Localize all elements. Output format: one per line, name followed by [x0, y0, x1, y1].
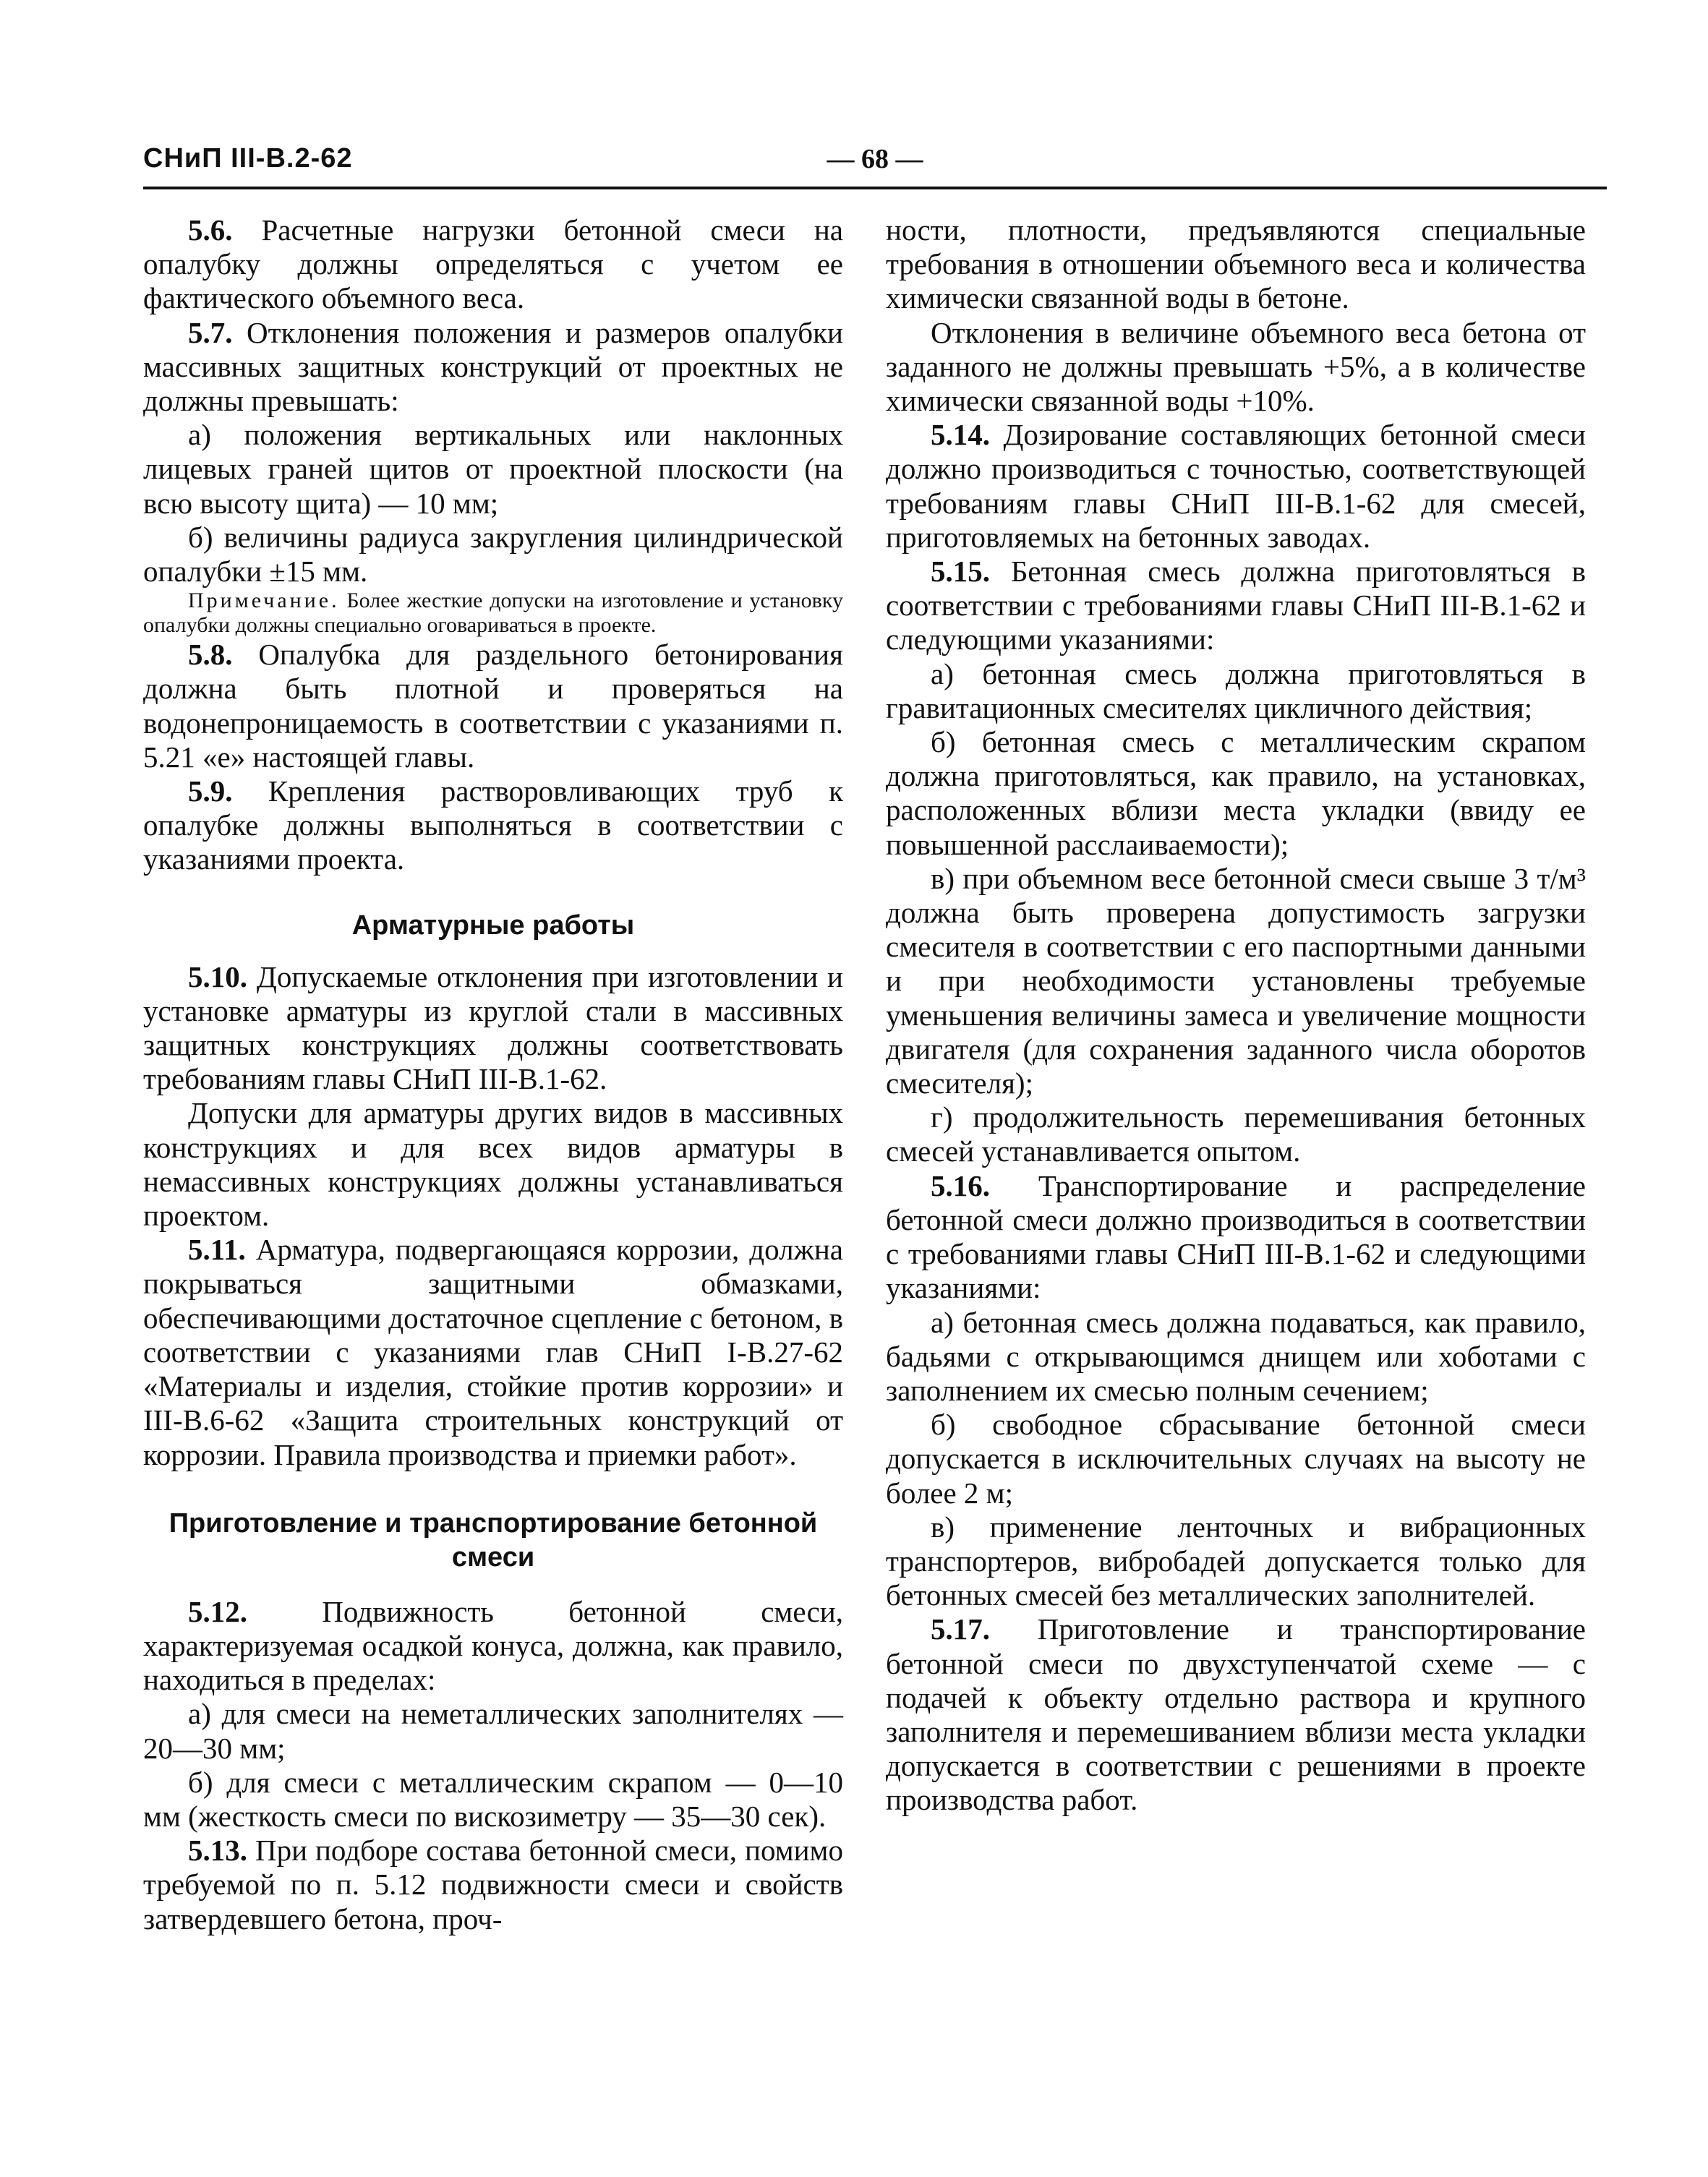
- note-label: Примечание.: [188, 589, 340, 613]
- right-column: [886, 213, 1586, 1818]
- clause-number: 5.10.: [188, 959, 247, 993]
- clause-5-11: 5.11. Арматура, подвергающаяся коррозии, должна покрываться защитными обмазками, обеспечивающими достаточное сцепление с бетоном, в соответствии с указаниями глав СНиП I-В.27-62 «Материалы и изделия, стойкие против коррозии» и III-В.6-62 «Защита строительных конструкций от коррозии. Правила производства и приемки работ».: [143, 1233, 843, 1471]
- clause-5-13-b: Отклонения в величине объемного веса бетона от заданного не должны превышать +5%, а в количестве химически связанной воды +10%.: [886, 315, 1586, 418]
- clause-number: 5.6.: [188, 213, 233, 247]
- clause-5-15-a: а) бетонная смесь должна приготовляться в гравитационных смесителях цикличного действия;: [886, 656, 1586, 724]
- clause-5-12: 5.12. Подвижность бетонной смеси, характеризуемая осадкой конуса, должна, как правило, находиться в пределах:: [143, 1594, 843, 1697]
- section-heading-preparation: Приготовление и транспортирование бетонной смеси: [168, 1507, 818, 1573]
- clause-5-7-b: б) величины радиуса закругления цилиндрической опалубки ±15 мм.: [143, 520, 843, 589]
- clause-5-15-d: г) продолжительность перемешивания бетонных смесей устанавливается опытом.: [886, 1100, 1586, 1168]
- clause-number: 5.13.: [188, 1834, 247, 1868]
- clause-5-13: 5.13. При подборе состава бетонной смеси, помимо требуемой по п. 5.12 подвижности смеси и свойств затвердевшего бетона, проч-: [143, 1834, 843, 1936]
- clause-5-15-c: в) при объемном весе бетонной смеси свыше 3 т/м³ должна быть проверена допустимость загрузки смесителя в соответствии с его паспортными данными и при необходимости установлены требуемые уменьшения величины замеса и увеличение мощности двигателя (для сохранения заданного числа оборотов смесителя);: [886, 861, 1586, 1100]
- clause-number: 5.11.: [188, 1233, 246, 1267]
- clause-5-15-b: б) бетонная смесь с металлическим скрапом должна приготовляться, как правило, на установках, расположенных вблизи места укладки (ввиду ее повышенной расслаиваемости);: [886, 725, 1586, 861]
- clause-number: 5.15.: [931, 555, 990, 589]
- clause-5-12-b: б) для смеси с металлическим скрапом — 0—10 мм (жесткость смеси по вискозиметру — 35—30 сек).: [143, 1765, 843, 1833]
- clause-5-14: 5.14. Дозирование составляющих бетонной смеси должно производиться с точностью, соответствующей требованиям главы СНиП III-В.1-62 для смесей, приготовляемых на бетонных заводах.: [886, 418, 1586, 554]
- clause-5-16-c: в) применение ленточных и вибрационных транспортеров, вибробадей допускается только для бетонных смесей без металлических заполнителей.: [886, 1510, 1586, 1612]
- page-number: — 68 —: [827, 144, 923, 174]
- clause-number: 5.12.: [188, 1594, 247, 1628]
- page-header: [143, 143, 1607, 189]
- section-heading-reinforcement: Арматурные работы: [351, 910, 635, 941]
- clause-number: 5.16.: [931, 1168, 990, 1202]
- clause-5-16-a: а) бетонная смесь должна подаваться, как правило, бадьями с открывающимся днищем или хоботами с заполнением их смесью полным сечением;: [886, 1305, 1586, 1407]
- note: Примечание. Более жесткие допуски на изготовление и установку опалубки должны специально оговариваться в проекте.: [143, 589, 843, 638]
- document-code: СНиП III-В.2-62: [143, 143, 353, 174]
- clause-5-7: 5.7. Отклонения положения и размеров опалубки массивных защитных конструкций от проектных не должны превышать:: [143, 315, 843, 418]
- clause-5-17: 5.17. Приготовление и транспортирование бетонной смеси по двухступенчатой схеме — с подачей к объекту отдельно раствора и крупного заполнителя и перемешиванием вблизи места укладки допускается в соответствии с решениями в проекте производства работ.: [886, 1612, 1586, 1817]
- clause-5-10-b: Допуски для арматуры других видов в массивных конструкциях и для всех видов арматуры в немассивных конструкциях должны устанавливаться проектом.: [143, 1096, 843, 1233]
- clause-5-12-a: а) для смеси на неметаллических заполнителях — 20—30 мм;: [143, 1697, 843, 1765]
- clause-5-16-b: б) свободное сбрасывание бетонной смеси допускается в исключительных случаях на высоту не более 2 м;: [886, 1408, 1586, 1510]
- clause-5-16: 5.16. Транспортирование и распределение бетонной смеси должно производиться в соответствии с требованиями главы СНиП III-В.1-62 и следующими указаниями:: [886, 1168, 1586, 1305]
- clause-5-9: 5.9. Крепления растворовливающих труб к опалубке должны выполняться в соответствии с указаниями проекта.: [143, 774, 843, 876]
- clause-number: 5.7.: [188, 315, 233, 349]
- clause-5-8: 5.8. Опалубка для раздельного бетонирования должна быть плотной и проверяться на водонепроницаемость в соответствии с указаниями п. 5.21 «е» настоящей главы.: [143, 638, 843, 774]
- clause-5-6: 5.6. Расчетные нагрузки бетонной смеси на опалубку должны определяться с учетом ее фактического объемного веса.: [143, 213, 843, 315]
- clause-5-7-a: а) положения вертикальных или наклонных лицевых граней щитов от проектной плоскости (на всю высоту щита) — 10 мм;: [143, 418, 843, 520]
- clause-number: 5.14.: [931, 418, 990, 452]
- clause-5-15: 5.15. Бетонная смесь должна приготовляться в соответствии с требованиями главы СНиП III-В.1-62 и следующими указаниями:: [886, 555, 1586, 656]
- clause-number: 5.9.: [188, 774, 233, 808]
- left-column: [143, 213, 843, 1936]
- clause-5-13-continued: ности, плотности, предъявляются специальные требования в отношении объемного веса и количества химически связанной воды в бетоне.: [886, 213, 1586, 315]
- clause-5-10: 5.10. Допускаемые отклонения при изготовлении и установке арматуры из круглой стали в массивных защитных конструкциях должны соответствовать требованиям главы СНиП III-В.1-62.: [143, 959, 843, 1096]
- clause-number: 5.17.: [931, 1612, 990, 1646]
- clause-number: 5.8.: [188, 638, 233, 672]
